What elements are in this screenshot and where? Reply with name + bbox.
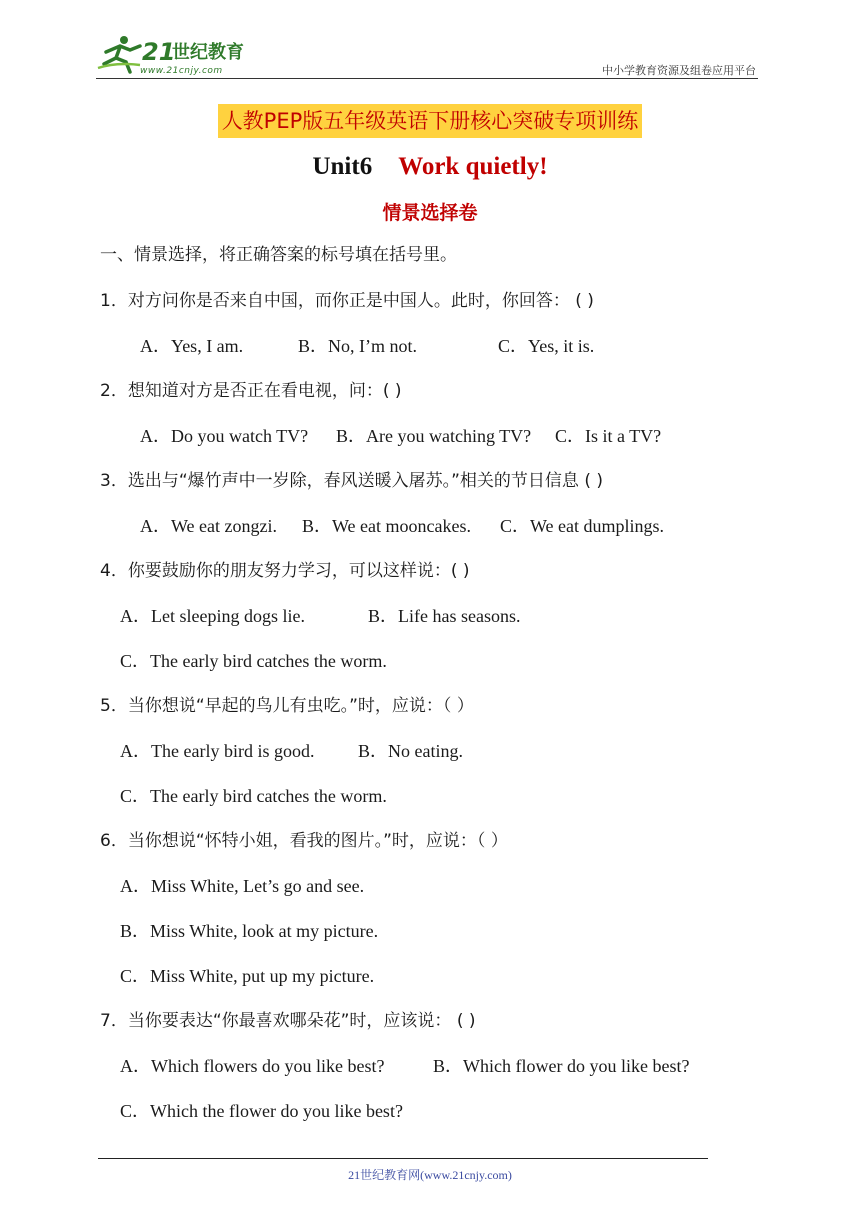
option-a: A．Let sleeping dogs lie. <box>120 606 305 626</box>
option-b: B．Are you watching TV? <box>336 426 532 446</box>
option-c: C．The early bird catches the worm. <box>120 786 387 806</box>
option-a: A．Yes, I am. <box>140 336 244 356</box>
title-wrap <box>0 104 860 138</box>
unit-label: Unit6 <box>312 153 373 180</box>
page-header <box>96 30 758 79</box>
option-a: A．Which flowers do you like best? <box>120 1056 385 1076</box>
option-b: B．Miss White, look at my picture. <box>120 921 379 941</box>
option-c: C．Yes, it is. <box>498 336 595 356</box>
question-stem: 7．当你要表达“你最喜欢哪朵花”时，应该说： ( ) <box>100 1011 476 1031</box>
question-stem: 5．当你想说“早起的鸟儿有虫吃。”时，应说：（ ） <box>100 696 474 716</box>
question-stem: 6．当你想说“怀特小姐，看我的图片。”时，应说：（ ） <box>100 831 508 851</box>
svg-text:21: 21 <box>142 38 176 66</box>
option-a: A．Do you watch TV? <box>140 426 309 446</box>
question-options <box>0 604 860 628</box>
option-a: A．Miss White, Let’s go and see. <box>120 876 365 896</box>
paper-subtitle: 情景选择卷 <box>382 202 478 224</box>
question-options <box>0 739 860 763</box>
question-options <box>0 334 860 358</box>
platform-tagline: 中小学教育资源及组卷应用平台 <box>602 64 756 77</box>
option-a: A．We eat zongzi. <box>140 516 277 536</box>
page-footer: 21世纪教育网(www.21cnjy.com) <box>348 1168 512 1182</box>
footer-divider <box>98 1158 708 1159</box>
question-stem: 1．对方问你是否来自中国，而你正是中国人。此时，你回答： ( ) <box>100 291 594 311</box>
section-heading: 一、情景选择，将正确答案的标号填在括号里。 <box>100 245 457 265</box>
question-stem: 3．选出与“爆竹声中一岁除，春风送暖入屠苏。”相关的节日信息 ( ) <box>100 471 604 491</box>
question-options <box>0 1054 860 1078</box>
option-c: C．Which the flower do you like best? <box>120 1101 403 1121</box>
option-a: A．The early bird is good. <box>120 741 315 761</box>
question-options <box>0 514 860 538</box>
option-c: C．We eat dumplings. <box>500 516 665 536</box>
unit-heading <box>0 150 860 184</box>
option-b: B．Life has seasons. <box>368 606 521 626</box>
unit-name: Work quietly! <box>398 153 548 180</box>
question-stem: 2．想知道对方是否正在看电视，问：( ) <box>100 381 402 401</box>
option-b: B．No, I’m not. <box>298 336 417 356</box>
option-b: B．Which flower do you like best? <box>433 1056 690 1076</box>
logo-url: www.21cnjy.com <box>140 66 223 76</box>
question-stem: 4．你要鼓励你的朋友努力学习，可以这样说：( ) <box>100 561 470 581</box>
option-b: B．No eating. <box>358 741 463 761</box>
option-c: C．Is it a TV? <box>555 426 662 446</box>
option-c: C．Miss White, put up my picture. <box>120 966 375 986</box>
option-b: B．We eat mooncakes. <box>302 516 471 536</box>
page-title: 人教PEP版五年级英语下册核心突破专项训练 <box>218 104 643 138</box>
svg-text:世纪教育: 世纪教育 <box>172 42 244 63</box>
question-options <box>0 424 860 448</box>
option-c: C．The early bird catches the worm. <box>120 651 387 671</box>
